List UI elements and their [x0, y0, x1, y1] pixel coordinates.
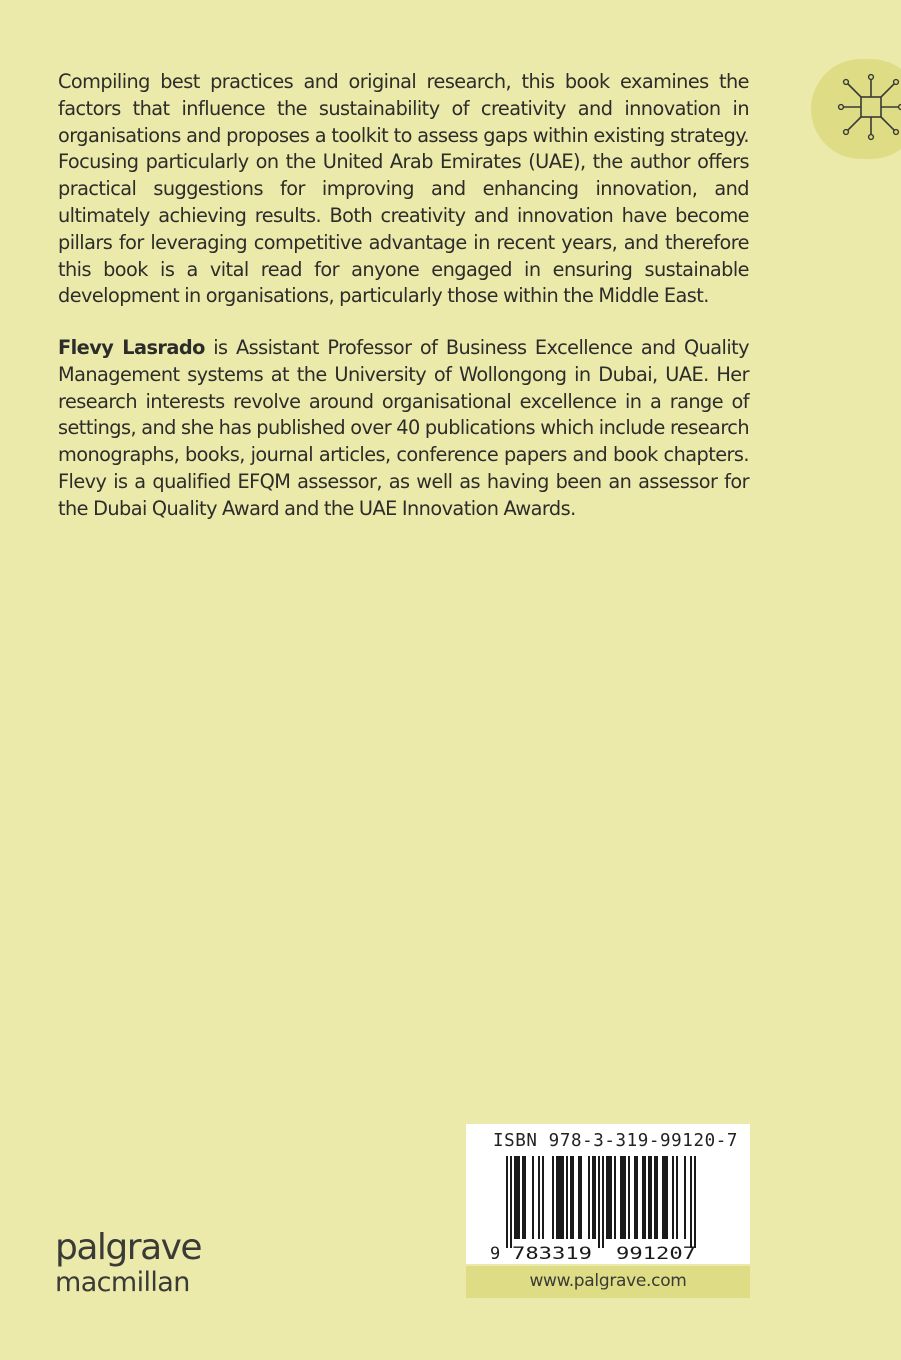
barcode-bar [602, 1156, 604, 1248]
barcode-bar [644, 1156, 646, 1239]
barcode-right-digits: 991207 [616, 1244, 696, 1264]
barcode-bar [578, 1156, 580, 1239]
barcode-bar [552, 1156, 554, 1239]
barcode-bar [532, 1156, 534, 1239]
barcode-bar [656, 1156, 658, 1239]
barcode-bar [694, 1156, 696, 1248]
barcode-bar [592, 1156, 594, 1239]
barcode-bar [542, 1156, 544, 1239]
palgrave-star-emblem-icon [837, 73, 901, 141]
barcode-bar [628, 1156, 630, 1239]
website-strip [466, 1266, 750, 1298]
barcode-bar [650, 1156, 652, 1239]
barcode-bar [510, 1156, 512, 1248]
barcode-bar [676, 1156, 678, 1239]
barcode-bar [606, 1156, 608, 1239]
barcode-bar [610, 1156, 612, 1239]
barcode-bar [642, 1156, 644, 1239]
barcode-bar [522, 1156, 524, 1239]
barcode-bar [524, 1156, 526, 1239]
barcode-bar [608, 1156, 610, 1239]
barcode-bar [662, 1156, 664, 1239]
isbn-barcode [466, 1124, 750, 1264]
barcode-bar [538, 1156, 540, 1239]
barcode-bar [506, 1156, 508, 1248]
barcode-bar [614, 1156, 616, 1239]
barcode-bar [516, 1156, 518, 1239]
barcode-bar [672, 1156, 674, 1239]
website-url: www.palgrave.com [529, 1271, 687, 1291]
logo-macmillan: macmillan [55, 1267, 190, 1298]
barcode-bar [636, 1156, 638, 1239]
barcode-bar [620, 1156, 622, 1239]
barcode-bar [562, 1156, 564, 1239]
barcode-bar [664, 1156, 666, 1239]
author-bio [58, 335, 749, 523]
barcode-bar [598, 1156, 600, 1248]
barcode-bar [624, 1156, 626, 1239]
barcode-first-digit: 9 [490, 1244, 501, 1264]
barcode-bar [588, 1156, 590, 1239]
barcode-bar [572, 1156, 574, 1239]
author-name: Flevy Lasrado [58, 336, 205, 359]
barcode-left-digits: 783319 [512, 1244, 592, 1264]
barcode-graphic [466, 1124, 750, 1264]
barcode-bar [580, 1156, 582, 1239]
barcode-bar [634, 1156, 636, 1239]
book-blurb: Compiling best practices and original research, this book examines the factors that influence the sustainability of creativity and innovation in organisations and proposes a toolkit to assess gaps within existing strategy. Focusing particularly on the United Arab Emirates (UAE), the author offers practical suggestions for improving and enhancing innovation, and ultimately achieving results. Both creativity and innovation have become pillars for leveraging competitive advantage in recent years, and therefore this book is a vital read for anyone engaged in ensuring sustainable development in organisations, particularly those within the Middle East. [58, 70, 749, 308]
logo-palgrave: palgrave [55, 1227, 202, 1268]
barcode-bar [558, 1156, 560, 1239]
barcode-bar [666, 1156, 668, 1239]
isbn-label: ISBN 978-3-319-99120-7 [493, 1131, 738, 1151]
barcode-bar [518, 1156, 520, 1239]
barcode-bar [514, 1156, 516, 1239]
barcode-bar [556, 1156, 558, 1239]
publisher-emblem [811, 59, 901, 159]
barcode-bar [622, 1156, 624, 1239]
barcode-bar [594, 1156, 596, 1239]
barcode-bar [654, 1156, 656, 1239]
barcode-bar [570, 1156, 572, 1239]
barcode-bar [684, 1156, 686, 1239]
publisher-logo [55, 1227, 202, 1300]
barcode-bar [560, 1156, 562, 1239]
barcode-bar [566, 1156, 568, 1239]
author-bio-text: is Assistant Professor of Business Excellence and Quality Management systems at the University of Wollongong in Dubai, UAE. Her research interests revolve around organisational excellence in a range of settings, and she has published over 40 publications which include research monographs, books, journal articles, conference papers and book chapters. Flevy is a qualified EFQM assessor, as well as having been an assessor for the Dubai Quality Award and the UAE Innovation Awards. [58, 336, 749, 520]
barcode-bar [690, 1156, 692, 1248]
barcode-bar [648, 1156, 650, 1239]
